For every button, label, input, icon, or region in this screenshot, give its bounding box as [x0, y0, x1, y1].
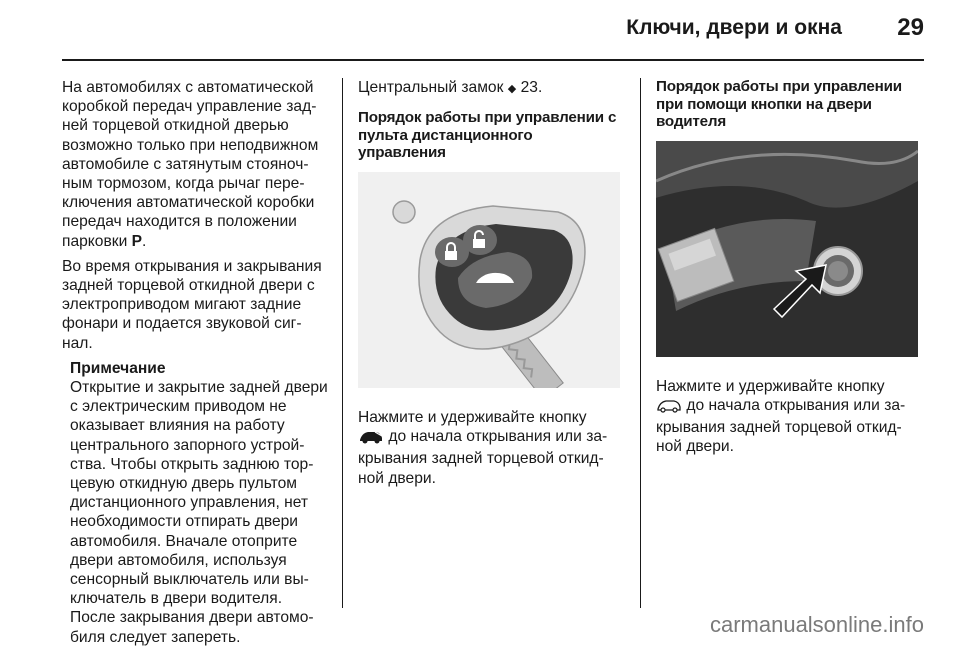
driver-door-image — [656, 141, 918, 357]
driver-door-heading: Порядок работы при управлении при помощи кнопки на двери водителя — [656, 78, 902, 131]
paragraph-text: На автомобилях с автоматической коробкой передач управление зад-ней торцевой откидной дверью возможно только при неподвижном автомобиле с затянутым стояноч-ным тормозом, когда рычаг пере-ключения автоматической коробки передач находится в положении парковки — [62, 79, 319, 250]
door-button-caption — [656, 377, 924, 457]
remote-key-image — [358, 172, 620, 388]
note-text: Открытие и закрытие задней двери с электрическим приводом не оказывает влияния на работу центрального запорного устрой-ства. Чтобы открыть заднюю тор-цевую откидную дверь пультом дистанционного управления, нет необходимости отпирать двери автомобиля. Вначале отоприте двери автомобиля, используя сенсорный выключатель или вы-ключатель в двери водителя. После закрывания двери автомо-биля следует запереть. — [70, 379, 328, 646]
car-trunk-icon — [358, 430, 384, 449]
caption-text: Нажмите и удерживайте кнопку — [656, 377, 885, 395]
caption-text-rest: до начала открывания или за-крывания задней торцевой откид-ной двери. — [656, 396, 906, 456]
page-number: 29 — [897, 14, 924, 41]
paragraph-end: . — [142, 232, 147, 250]
paragraph-auto-transmission — [62, 78, 328, 251]
remote-caption — [358, 408, 622, 488]
column-divider-2 — [640, 78, 641, 608]
reference-page[interactable]: 23. — [520, 79, 543, 96]
column-right — [656, 78, 924, 463]
cross-reference — [358, 78, 622, 99]
park-position-label: P — [131, 232, 143, 250]
column-middle — [358, 78, 622, 494]
caption-text: Нажмите и удерживайте кнопку — [358, 408, 587, 426]
note-block — [70, 359, 328, 647]
column-divider-1 — [342, 78, 343, 608]
remote-control-heading: Порядок работы при управлении с пульта дистанционного управления — [358, 109, 617, 162]
unlock-button — [463, 225, 497, 255]
key-ring-eyelet — [393, 201, 415, 223]
reference-text: Центральный замок — [358, 79, 504, 96]
section-title: Ключи, двери и окна — [626, 16, 842, 39]
reference-arrow-icon: ◆ — [507, 83, 517, 95]
column-left — [62, 78, 328, 647]
note-title: Примечание — [70, 359, 166, 377]
paragraph-lights-signal: Во время открывания и закрывания задней торцевой откидной двери с электроприводом мигают задние фонари и подается звуковой сиг-нал. — [62, 257, 322, 352]
watermark: carmanualsonline.info — [709, 612, 924, 637]
header-divider — [62, 59, 924, 61]
caption-text-rest: до начала открывания или за-крывания задней торцевой откид-ной двери. — [358, 428, 608, 487]
car-trunk-outline-icon — [656, 399, 682, 418]
page-header — [0, 0, 960, 62]
